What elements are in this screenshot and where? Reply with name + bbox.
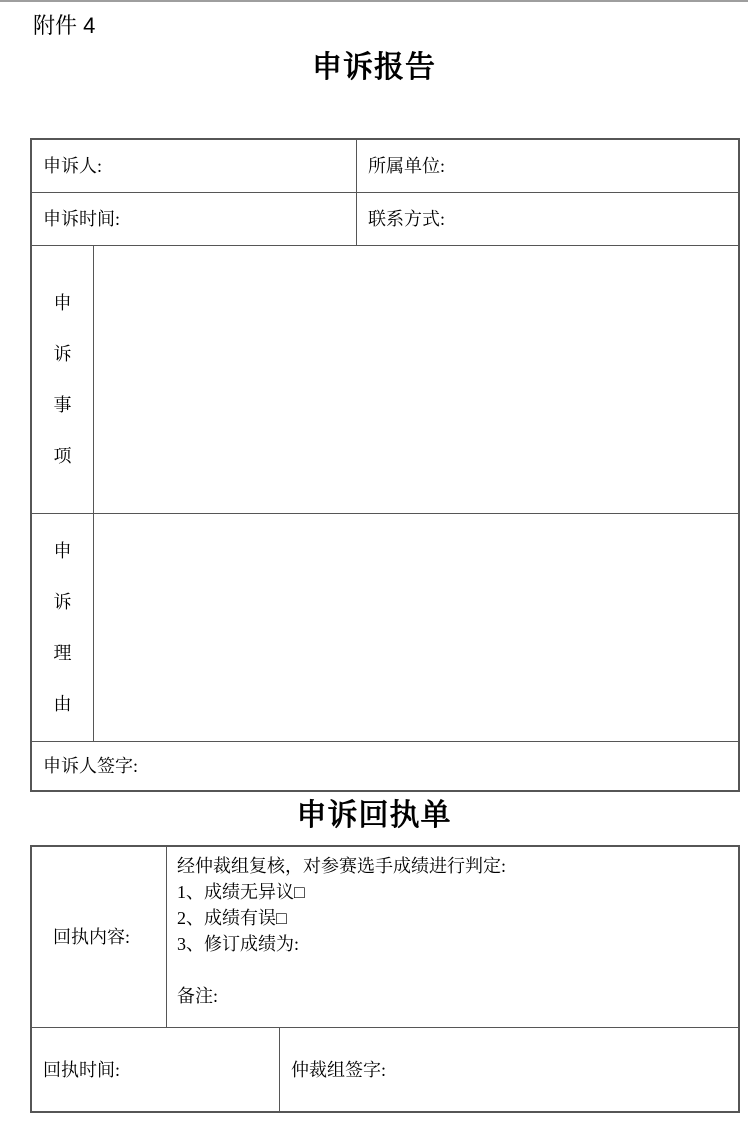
appellant-label: 申诉人: bbox=[43, 156, 103, 176]
appeal-time-cell bbox=[32, 193, 357, 246]
unit-cell bbox=[357, 140, 738, 193]
contact-cell bbox=[357, 193, 738, 246]
arbitration-signature-cell bbox=[280, 1028, 738, 1111]
appeal-report-table bbox=[30, 138, 740, 792]
appeal-matters-label: 申诉事项 bbox=[53, 292, 72, 466]
appeal-reasons-label: 申诉理由 bbox=[53, 540, 72, 714]
receipt-verdict-intro-line: 经仲裁组复核，对参赛选手成绩进行判定: bbox=[177, 856, 506, 876]
receipt-content-label-cell bbox=[32, 847, 167, 1028]
appeal-reasons-label-cell bbox=[32, 514, 94, 742]
appeal-time-label: 申诉时间: bbox=[43, 209, 121, 229]
appellant-signature-label: 申诉人签字: bbox=[43, 756, 139, 776]
appeal-matters-label-cell bbox=[32, 246, 94, 514]
appellant-cell bbox=[32, 140, 357, 193]
report-title: 申诉报告 bbox=[312, 51, 436, 84]
receipt-time-label: 回执时间: bbox=[43, 1059, 121, 1080]
contact-label: 联系方式: bbox=[368, 209, 446, 229]
receipt-title: 申诉回执单 bbox=[296, 799, 452, 832]
receipt-option-score-error: 2、成绩有误□ bbox=[177, 908, 287, 928]
receipt-remarks-label: 备注: bbox=[177, 986, 219, 1006]
receipt-option-no-objection: 1、成绩无异议□ bbox=[177, 882, 305, 902]
attachment-label: 附件 4 bbox=[33, 13, 96, 38]
unit-label: 所属单位: bbox=[368, 156, 446, 176]
receipt-time-cell bbox=[32, 1028, 280, 1111]
appellant-signature-cell bbox=[32, 742, 738, 790]
appeal-reasons-input-area bbox=[94, 514, 738, 742]
appeal-matters-input-area bbox=[94, 246, 738, 514]
page-edge-line bbox=[0, 0, 748, 2]
receipt-blank-line bbox=[177, 957, 728, 983]
receipt-option-revised-score: 3、修订成绩为: bbox=[177, 934, 300, 954]
receipt-content-label: 回执内容: bbox=[53, 927, 131, 947]
arbitration-signature-label: 仲裁组签字: bbox=[291, 1059, 387, 1080]
appeal-receipt-table bbox=[30, 845, 740, 1113]
receipt-content-cell bbox=[167, 847, 738, 1028]
